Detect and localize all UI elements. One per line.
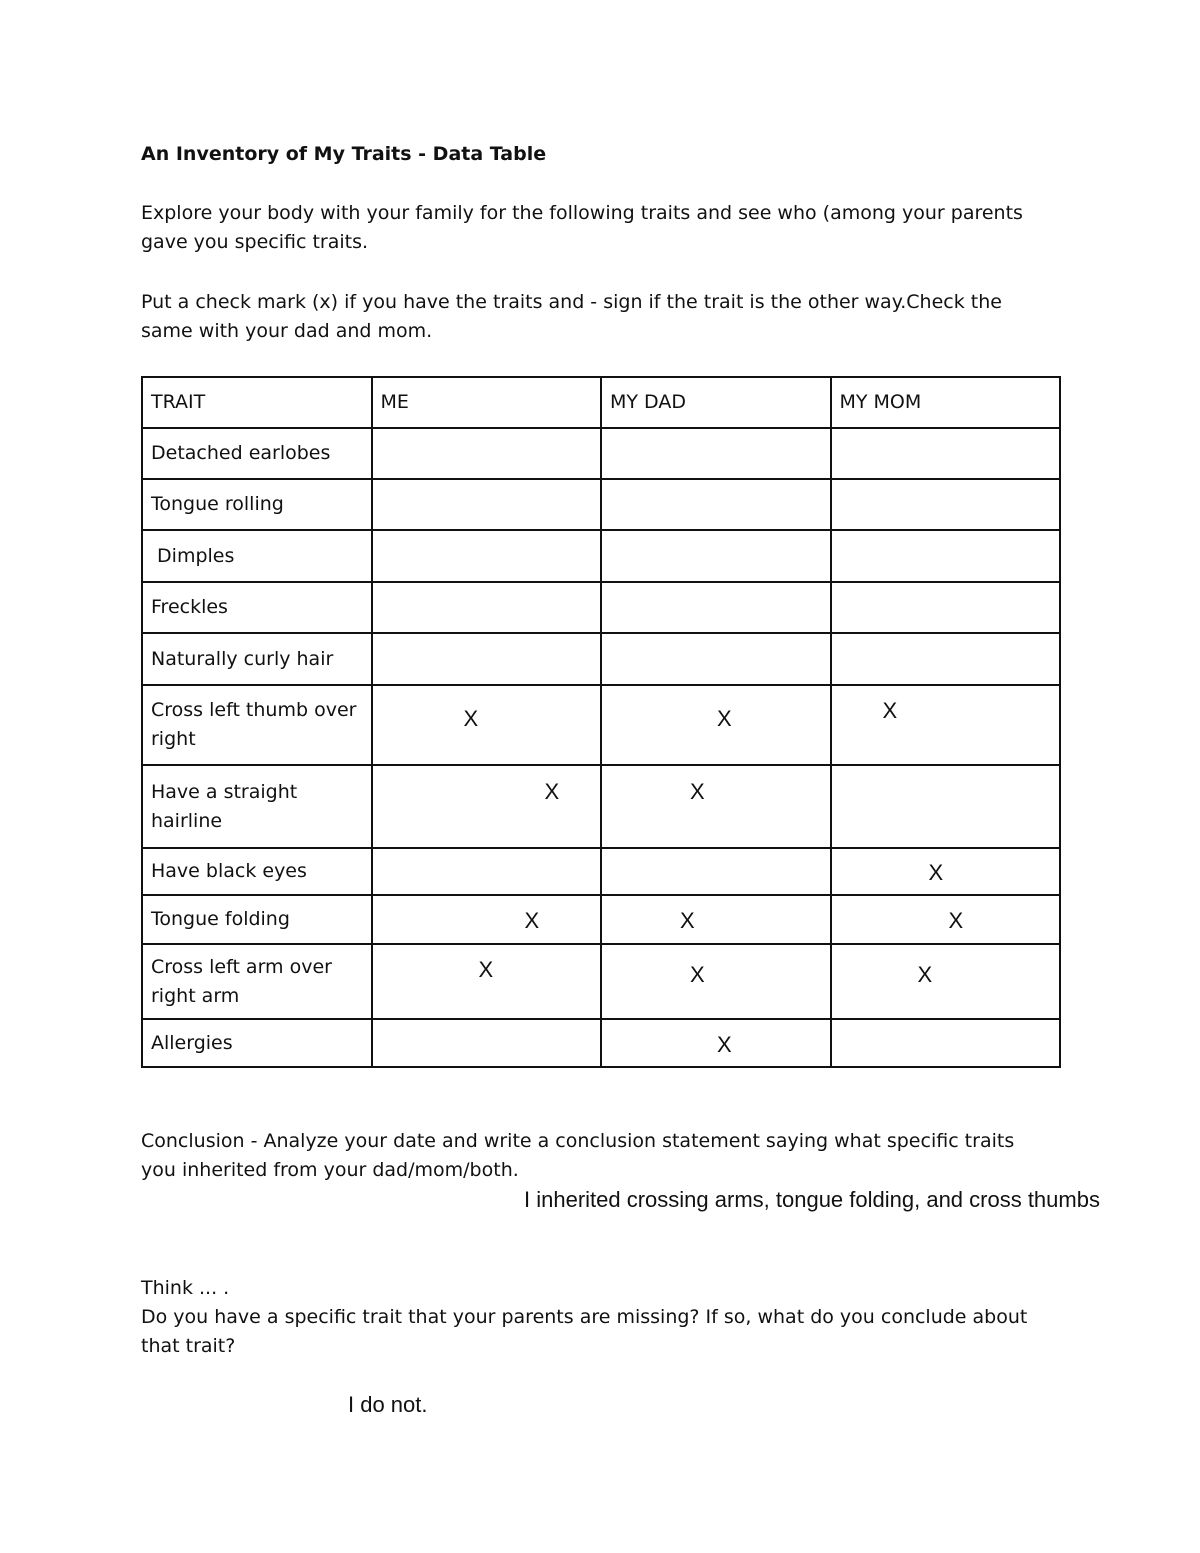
check-mark: X (928, 860, 944, 885)
cell-mom (831, 633, 1061, 685)
check-mark: X (717, 706, 732, 731)
trait-name: Detached earlobes (142, 428, 372, 479)
cell-dad (601, 582, 831, 633)
cell-mom (831, 685, 1061, 765)
cell-mom (831, 944, 1061, 1019)
cell-dad (601, 848, 831, 895)
check-mark: X (680, 908, 695, 933)
trait-name: Naturally curly hair (142, 633, 372, 685)
check-mark: X (717, 1032, 732, 1057)
think-answer: I do not. (348, 1392, 428, 1417)
check-mark: X (690, 962, 705, 987)
cell-dad (601, 1019, 831, 1067)
cell-dad (601, 530, 831, 582)
cell-dad (601, 479, 831, 530)
cell-mom (831, 530, 1061, 582)
trait-name: Have black eyes (142, 848, 372, 895)
table-row (142, 633, 1060, 685)
check-mark: X (478, 957, 494, 982)
table-row (142, 479, 1060, 530)
table-header-row (142, 377, 1060, 428)
trait-name: Freckles (142, 582, 372, 633)
cell-dad (601, 633, 831, 685)
intro-paragraph-explore: Explore your body with your family for the following traits and see who (among your parents gave you specific traits. (141, 202, 1023, 253)
intro-paragraph-instructions: Put a check mark (x) if you have the traits and - sign if the trait is the other way.Check the same with your dad and mom. (141, 291, 1002, 342)
trait-name: Cross left arm over right arm (142, 944, 372, 1019)
cell-mom (831, 848, 1061, 895)
cell-mom (831, 765, 1061, 848)
check-mark: X (917, 962, 933, 987)
table-row (142, 765, 1060, 848)
check-mark: X (690, 779, 705, 804)
cell-me (372, 582, 602, 633)
cell-dad (601, 895, 831, 944)
cell-mom (831, 428, 1061, 479)
cell-dad (601, 765, 831, 848)
header-me: ME (372, 377, 602, 428)
check-mark: X (524, 908, 540, 933)
cell-dad (601, 428, 831, 479)
table-row (142, 428, 1060, 479)
trait-name: Allergies (142, 1019, 372, 1067)
check-mark: X (882, 698, 898, 723)
cell-mom (831, 582, 1061, 633)
cell-mom (831, 1019, 1061, 1067)
table-row (142, 944, 1060, 1019)
cell-me (372, 895, 602, 944)
table-row (142, 685, 1060, 765)
cell-me (372, 428, 602, 479)
trait-name: Tongue folding (142, 895, 372, 944)
cell-dad (601, 685, 831, 765)
conclusion-prompt: Conclusion - Analyze your date and write a conclusion statement saying what specific traits you inherited from your dad/mom/both. (141, 1130, 1015, 1181)
header-my-dad: MY DAD (601, 377, 831, 428)
table-row (142, 848, 1060, 895)
trait-name: Cross left thumb over right (142, 685, 372, 765)
cell-me (372, 479, 602, 530)
cell-me (372, 685, 602, 765)
table-row (142, 895, 1060, 944)
think-question: Do you have a specific trait that your parents are missing? If so, what do you conclude about that trait? (141, 1306, 1028, 1357)
trait-name: Have a straight hairline (142, 765, 372, 848)
header-trait: TRAIT (142, 377, 372, 428)
cell-mom (831, 479, 1061, 530)
document-title: An Inventory of My Traits - Data Table (141, 143, 547, 165)
cell-me (372, 765, 602, 848)
cell-me (372, 944, 602, 1019)
table-row (142, 582, 1060, 633)
table-row (142, 530, 1060, 582)
think-heading: Think ... . (141, 1277, 230, 1299)
think-section (141, 1274, 1041, 1361)
check-mark: X (948, 908, 964, 933)
cell-me (372, 848, 602, 895)
table-row (142, 1019, 1060, 1067)
trait-name: Tongue rolling (142, 479, 372, 530)
cell-me (372, 530, 602, 582)
cell-me (372, 1019, 602, 1067)
cell-me (372, 633, 602, 685)
conclusion-answer: I inherited crossing arms, tongue folding, and cross thumbs (524, 1187, 1100, 1212)
cell-mom (831, 895, 1061, 944)
traits-table (141, 376, 1061, 1068)
check-mark: X (544, 779, 560, 804)
cell-dad (601, 944, 831, 1019)
check-mark: X (463, 706, 479, 731)
trait-name: Dimples (142, 530, 372, 582)
header-my-mom: MY MOM (831, 377, 1061, 428)
